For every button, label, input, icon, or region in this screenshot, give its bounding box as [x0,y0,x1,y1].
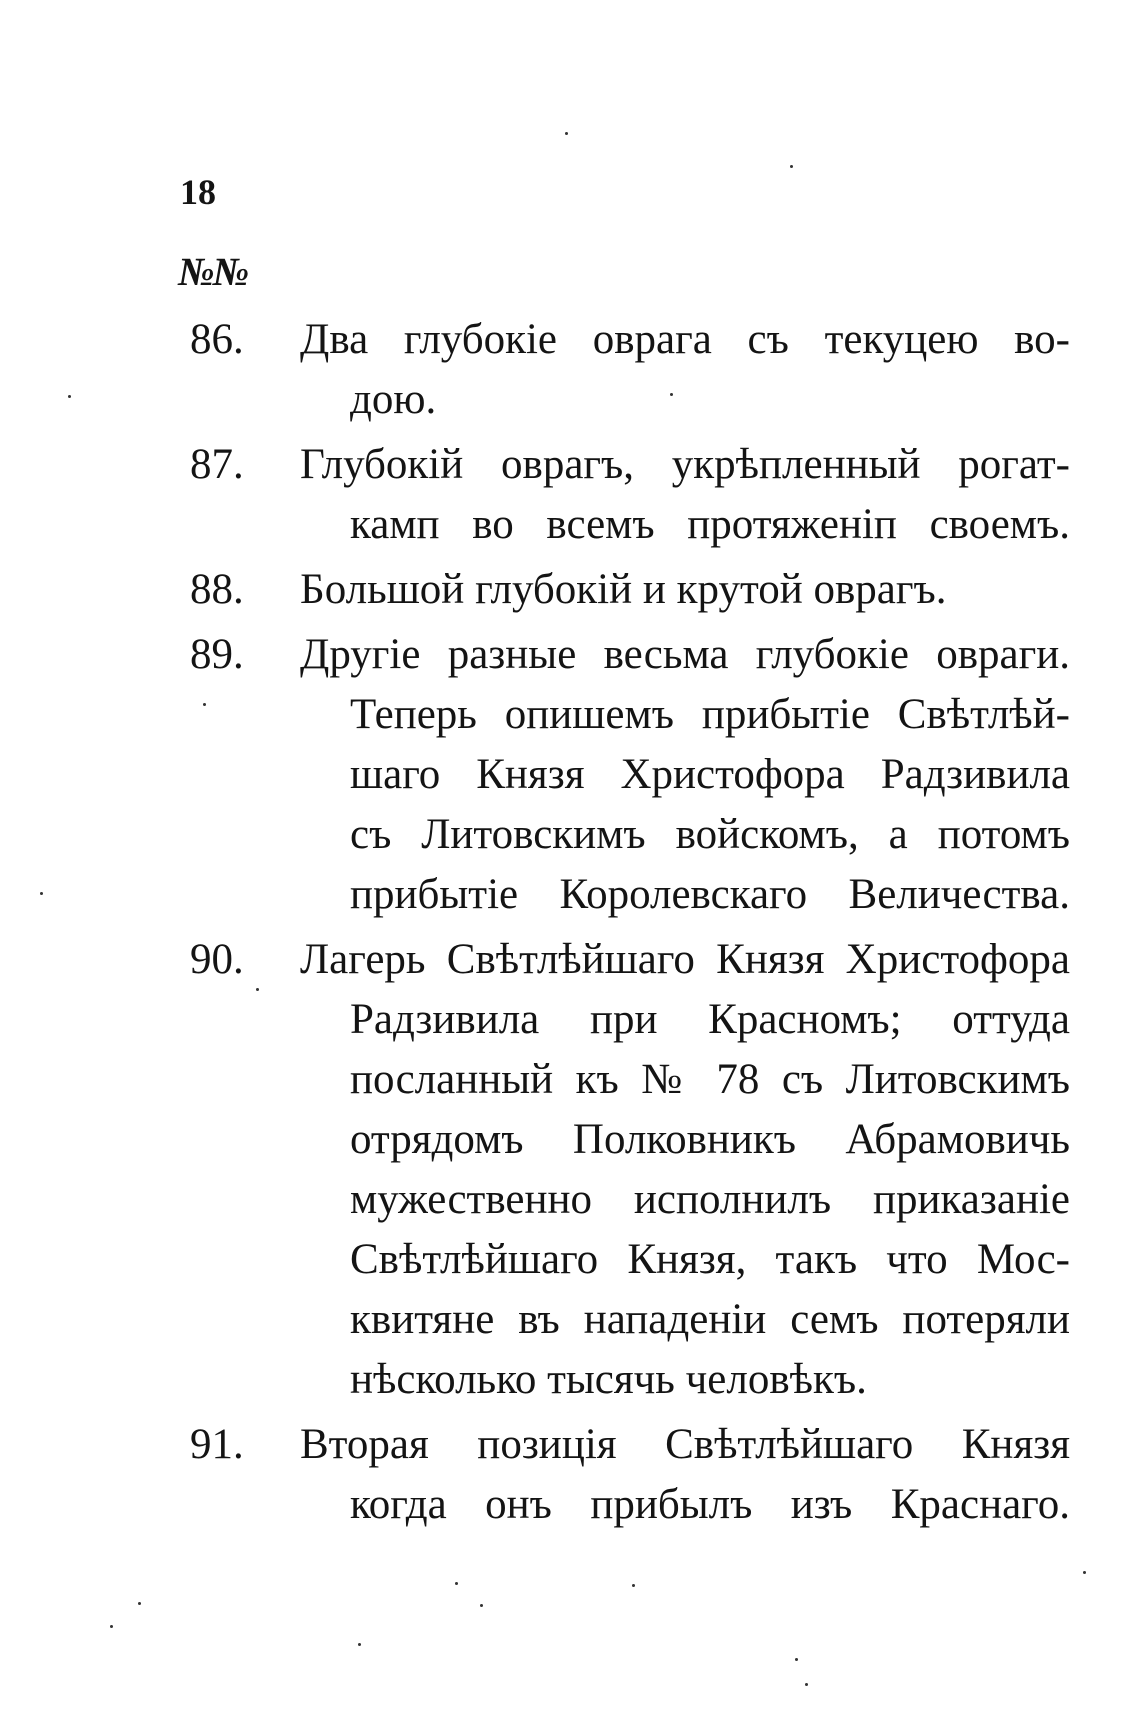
scan-speck [40,892,43,895]
scan-speck [805,1683,808,1686]
scan-speck [256,988,259,991]
entry-text [300,625,1070,925]
entry-line: квитяне въ нападеніи семъ потеряли [350,1296,1070,1343]
scan-speck [565,132,568,135]
scan-speck [670,393,673,396]
entry-list [190,310,1070,1535]
entry-line: шаго Князя Христофора Радзивила [350,751,1070,798]
entry-text [300,310,1070,430]
entry-line: камп во всемъ протяженіп своемъ. [350,501,1070,548]
scan-speck [790,165,793,168]
entry-line: Два глубокіе оврага съ текуцею во- [300,316,1070,363]
entry-line: отрядомъ Полковникъ Абрамовичь [350,1116,1070,1163]
entry-number: 86. [190,316,244,363]
list-item [190,560,1070,620]
entry-line: съ Литовскимъ войскомъ, а потомъ [350,811,1070,858]
entry-text [300,930,1070,1410]
entry-line: дою. [350,376,437,423]
entry-number: 87. [190,441,244,488]
scan-speck [203,703,206,706]
list-item [190,930,1070,1410]
scan-speck [795,1658,798,1661]
entry-line: Другіе разные весьма глубокіе овраги. [300,631,1070,678]
entry-line: Теперь опишемъ прибытіе Свѣтлѣй- [350,691,1070,738]
entry-number: 88. [190,566,244,613]
list-item [190,1415,1070,1535]
entry-number: 90. [190,936,244,983]
scan-speck [138,1602,141,1605]
numero-column-header: №№ [178,249,248,294]
entry-line: Радзивила при Красномъ; оттуда [350,996,1070,1043]
entry-line: посланный къ № 78 съ Литовскимъ [350,1056,1070,1103]
entry-line: Большой глубокій и крутой оврагъ. [300,566,947,613]
entry-line: прибытіе Королевскаго Величества. [350,871,1070,918]
entry-line: Глубокій оврагъ, укрѣпленный рогат- [300,441,1070,488]
scan-speck [632,1584,635,1587]
entry-line: Лагерь Свѣтлѣйшаго Князя Христофора [300,936,1070,983]
scan-speck [480,1604,483,1607]
entry-text [300,435,1070,555]
entry-number: 91. [190,1421,244,1468]
scan-speck [358,1643,361,1646]
entry-line: когда онъ прибылъ изъ Краснаго. [350,1481,1070,1528]
entry-line: Вторая позиція Свѣтлѣйшаго Князя [300,1421,1070,1468]
scan-speck [110,1625,113,1628]
entry-text [300,1415,1070,1535]
entry-text [300,560,1070,620]
scan-speck [68,395,71,398]
list-item [190,625,1070,925]
entry-line: Свѣтлѣйшаго Князя, такъ что Мос- [350,1236,1070,1283]
entry-line: нѣсколько тысячь человѣкъ. [350,1356,867,1403]
list-item [190,310,1070,430]
list-item [190,435,1070,555]
scan-speck [455,1582,458,1585]
scan-speck [1083,1571,1086,1574]
entry-line: мужественно исполнилъ приказаніе [350,1176,1070,1223]
entry-number: 89. [190,631,244,678]
page-number: 18 [180,172,216,212]
